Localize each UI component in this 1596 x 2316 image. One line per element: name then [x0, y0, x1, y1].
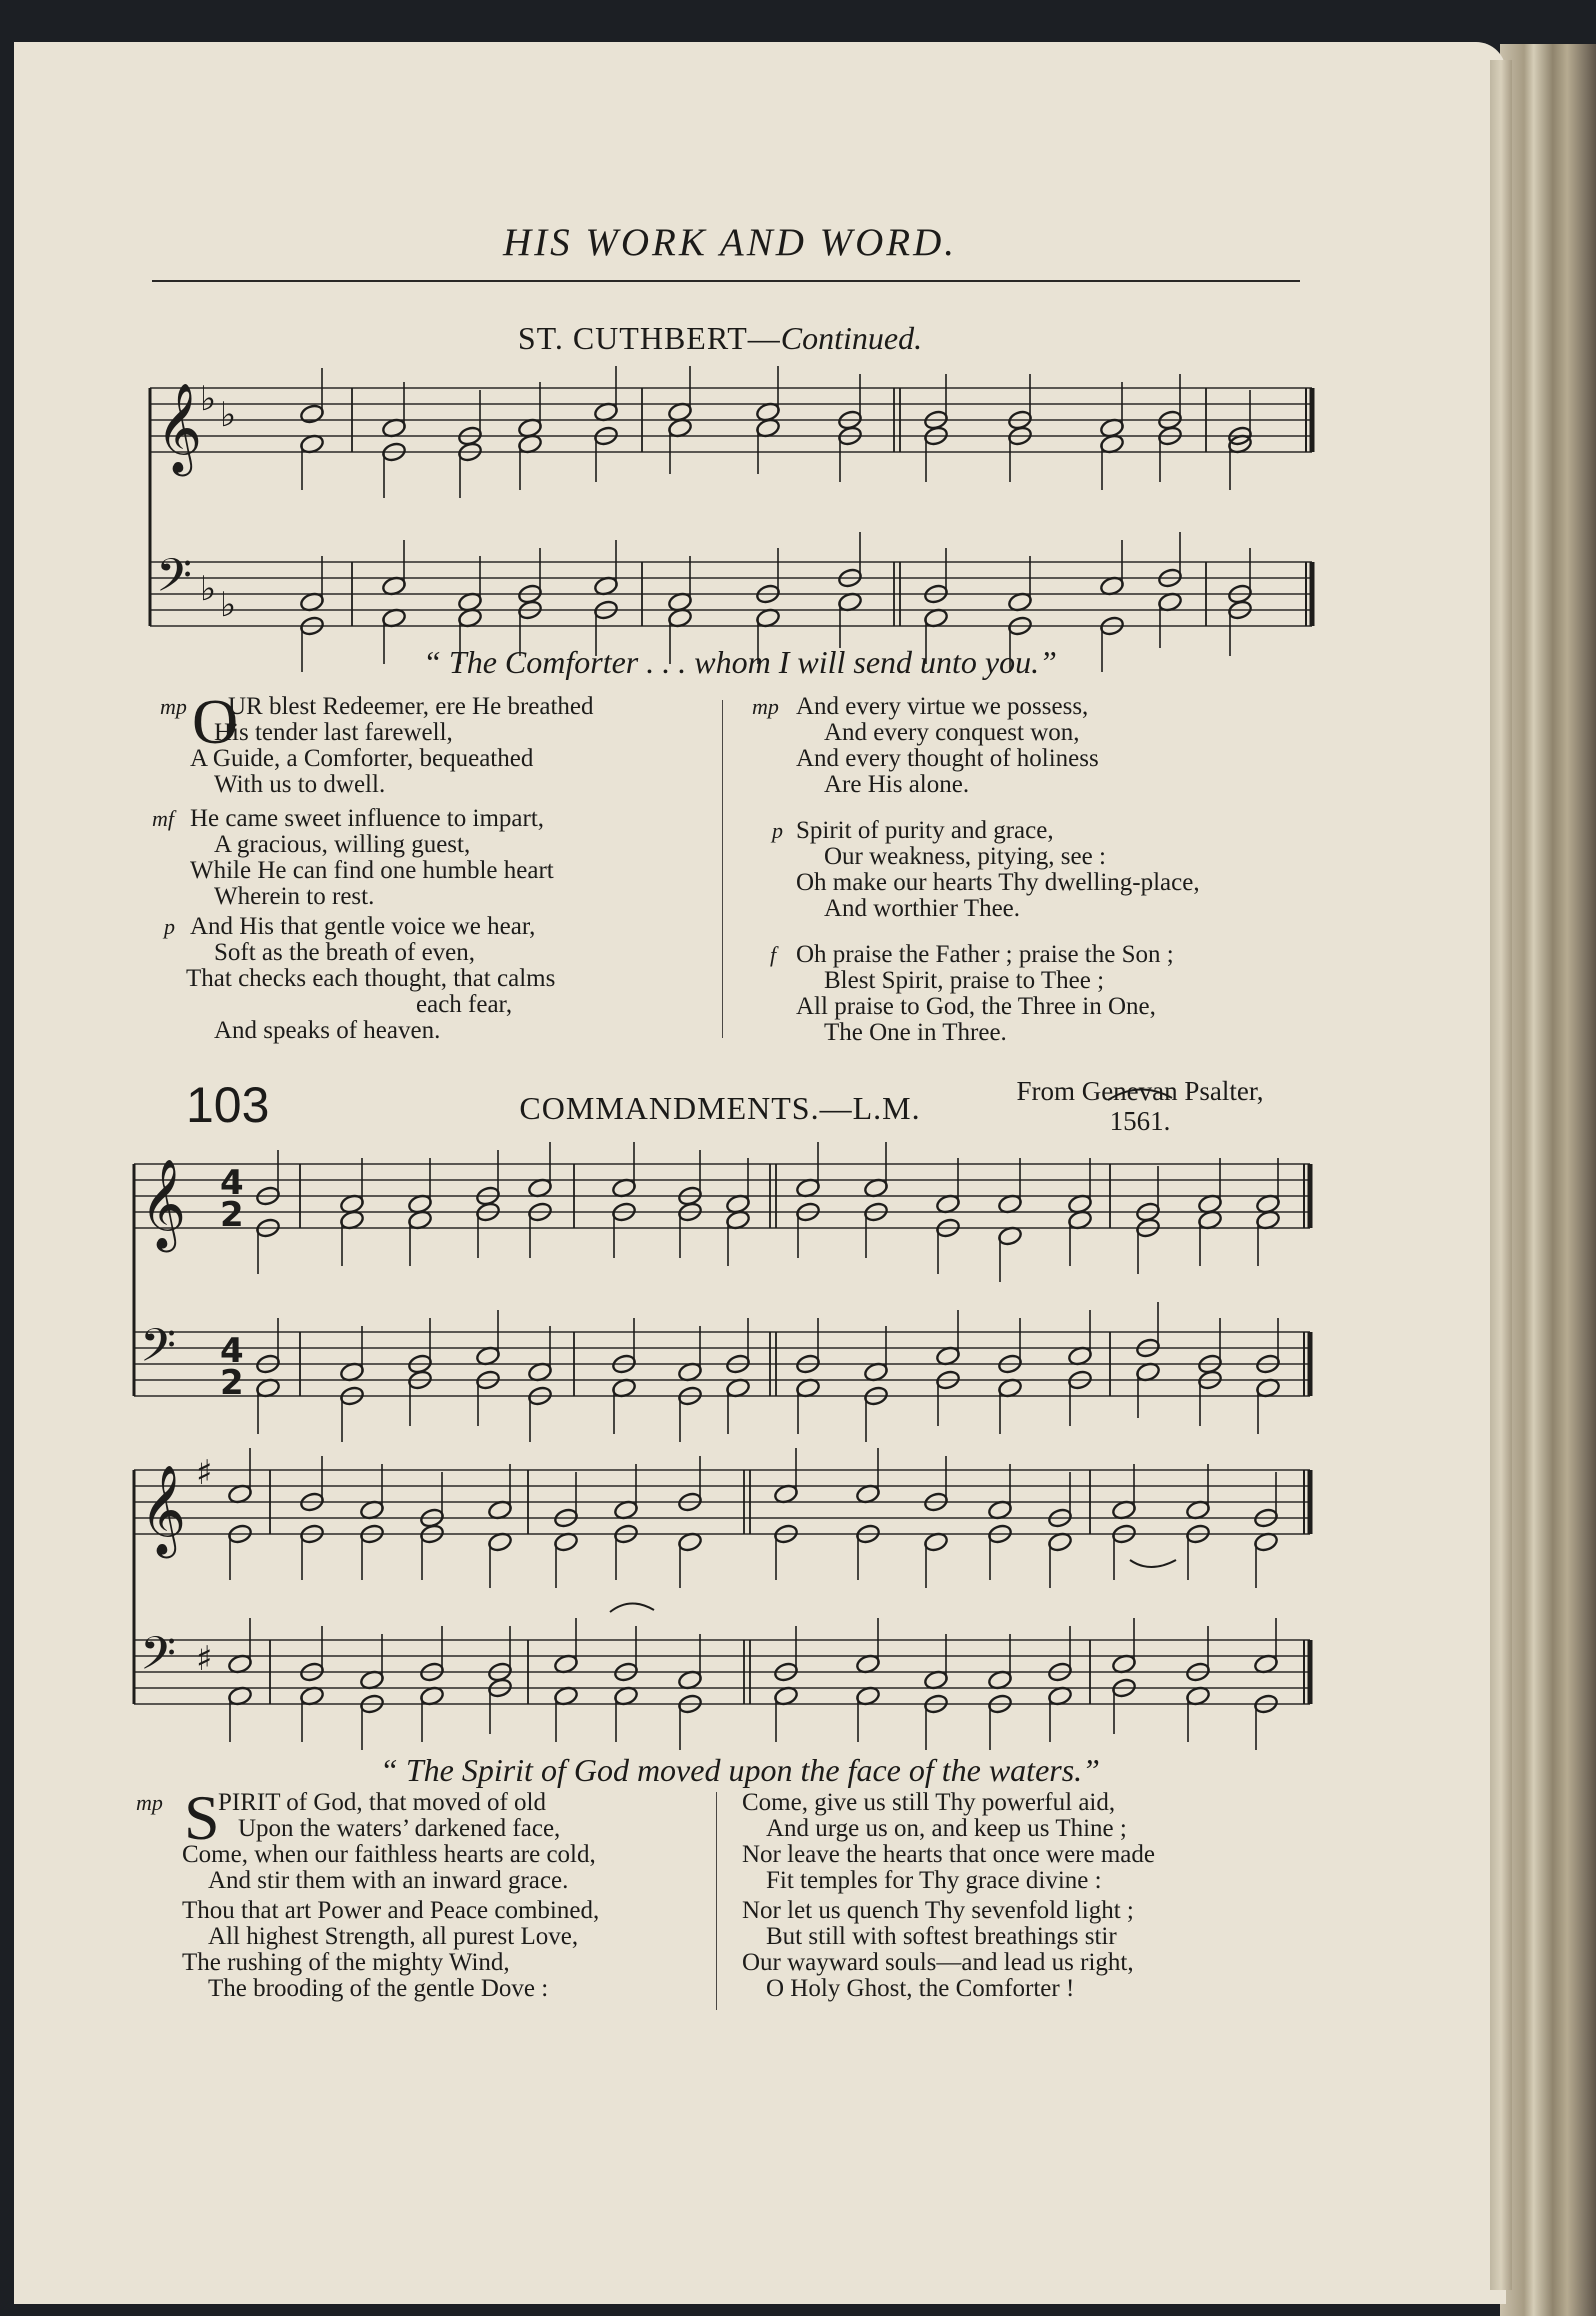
time-signature-top: 4	[220, 1163, 244, 1203]
verse-line: Blest Spirit, praise to Thee ;	[824, 967, 1105, 994]
verse-line: Soft as the breath of even,	[214, 939, 476, 966]
verse-line: And stir them with an inward grace.	[208, 1867, 569, 1894]
running-head: HIS WORK AND WORD.	[502, 221, 958, 264]
verse-line: each fear,	[416, 991, 513, 1018]
verse-line: And worthier Thee.	[824, 895, 1021, 922]
key-signature-icon: ♯	[196, 1639, 213, 1679]
verse-line: And urge us on, and keep us Thine ;	[766, 1815, 1127, 1842]
slur-mark	[1130, 1560, 1176, 1567]
tune-title-main: ST. CUTHBERT—	[517, 320, 781, 356]
verse-line: Come, when our faithless hearts are cold,	[182, 1841, 596, 1868]
tune-source-line2: 1561.	[1109, 1106, 1171, 1136]
hymn102-column-rule	[722, 700, 723, 1038]
bass-clef-icon: 𝄢	[156, 549, 193, 614]
verse-line: A gracious, willing guest,	[214, 831, 471, 858]
key-signature-icon: ♭	[220, 395, 237, 435]
verse-line: The rushing of the mighty Wind,	[182, 1949, 510, 1976]
hymn103-column-rule	[716, 1792, 717, 2010]
verse-line: All praise to God, the Three in One,	[796, 993, 1156, 1020]
dynamic-marking: mp	[136, 1790, 163, 1815]
treble-clef-icon: 𝄞	[140, 1159, 187, 1249]
verse-line: Are His alone.	[824, 771, 970, 798]
tune-title-continued: Continued.	[780, 320, 923, 356]
key-signature-icon: ♭	[200, 379, 217, 419]
verse-line: He came sweet influence to impart,	[190, 805, 545, 832]
note-half	[299, 403, 325, 425]
dynamic-marking: f	[770, 942, 777, 967]
hymn-number: 103	[186, 1077, 270, 1133]
verse-line: All highest Strength, all purest Love,	[208, 1923, 579, 1950]
time-signature-bottom: 2	[220, 1195, 244, 1235]
verse-line: Nor let us quench Thy sevenfold light ;	[742, 1897, 1134, 1924]
dynamic-marking: p	[164, 914, 175, 939]
drop-cap: O	[192, 686, 239, 757]
verse-line: Nor leave the hearts that once were made	[742, 1841, 1155, 1868]
verse-line: His tender last farewell,	[214, 719, 453, 746]
bass-clef-icon: 𝄢	[140, 1319, 177, 1384]
verse-line: PIRIT of God, that moved of old	[218, 1789, 546, 1816]
verse-line: And every thought of holiness	[796, 745, 1099, 772]
verse-line: And speaks of heaven.	[214, 1017, 441, 1044]
verse-line: The One in Three.	[824, 1019, 1007, 1046]
slur-mark	[610, 1603, 654, 1612]
hymn102-quote: “ The Comforter . . . whom I will send unto you.”	[423, 644, 1057, 680]
verse-line: Oh praise the Father ; praise the Son ;	[796, 941, 1174, 968]
verse-line: While He can find one humble heart	[190, 857, 554, 884]
time-signature-top: 4	[220, 1331, 244, 1371]
hymn103-quote: “ The Spirit of God moved upon the face of the waters.”	[380, 1752, 1100, 1788]
time-signature-bottom: 2	[220, 1363, 244, 1403]
drop-cap: S	[184, 1782, 220, 1853]
verse-line: Thou that art Power and Peace combined,	[182, 1897, 600, 1924]
dynamic-marking: mf	[152, 806, 174, 831]
verse-line: That checks each thought, that calms	[186, 965, 556, 992]
verse-line: Our wayward souls—and lead us right,	[742, 1949, 1134, 1976]
verse-line: With us to dwell.	[214, 771, 386, 798]
verse-line: Come, give us still Thy powerful aid,	[742, 1789, 1116, 1816]
key-signature-icon: ♯	[196, 1453, 213, 1493]
key-signature-icon: ♭	[220, 585, 237, 625]
dynamic-marking: mp	[160, 694, 187, 719]
bass-clef-icon: 𝄢	[140, 1627, 177, 1692]
verse-line: Our weakness, pitying, see :	[824, 843, 1106, 870]
treble-clef-icon: 𝄞	[140, 1465, 187, 1555]
verse-line: And every conquest won,	[824, 719, 1080, 746]
verse-line: UR blest Redeemer, ere He breathed	[228, 693, 594, 720]
verse-line: Fit temples for Thy grace divine :	[766, 1867, 1102, 1894]
verse-line: A Guide, a Comforter, bequeathed	[190, 745, 534, 772]
verse-line: The brooding of the gentle Dove :	[208, 1975, 549, 2002]
verse-line: Spirit of purity and grace,	[796, 817, 1054, 844]
verse-line: Upon the waters’ darkened face,	[238, 1815, 561, 1842]
verse-line: And every virtue we possess,	[796, 693, 1089, 720]
key-signature-icon: ♭	[200, 569, 217, 609]
dynamic-marking: mp	[752, 694, 779, 719]
verse-line: Wherein to rest.	[214, 883, 375, 910]
verse-line: And His that gentle voice we hear,	[190, 913, 536, 940]
tune-source	[990, 1076, 1290, 1136]
treble-clef-icon: 𝄞	[156, 383, 203, 473]
tune-title-commandments: COMMANDMENTS.—L.M.	[519, 1090, 921, 1126]
verse-line: But still with softest breathings stir	[766, 1923, 1117, 1950]
dynamic-marking: p	[772, 818, 783, 843]
verse-line: Oh make our hearts Thy dwelling-place,	[796, 869, 1200, 896]
verse-line: O Holy Ghost, the Comforter !	[766, 1975, 1075, 2002]
tune-source-line1: From Genevan Psalter,	[1016, 1076, 1264, 1106]
